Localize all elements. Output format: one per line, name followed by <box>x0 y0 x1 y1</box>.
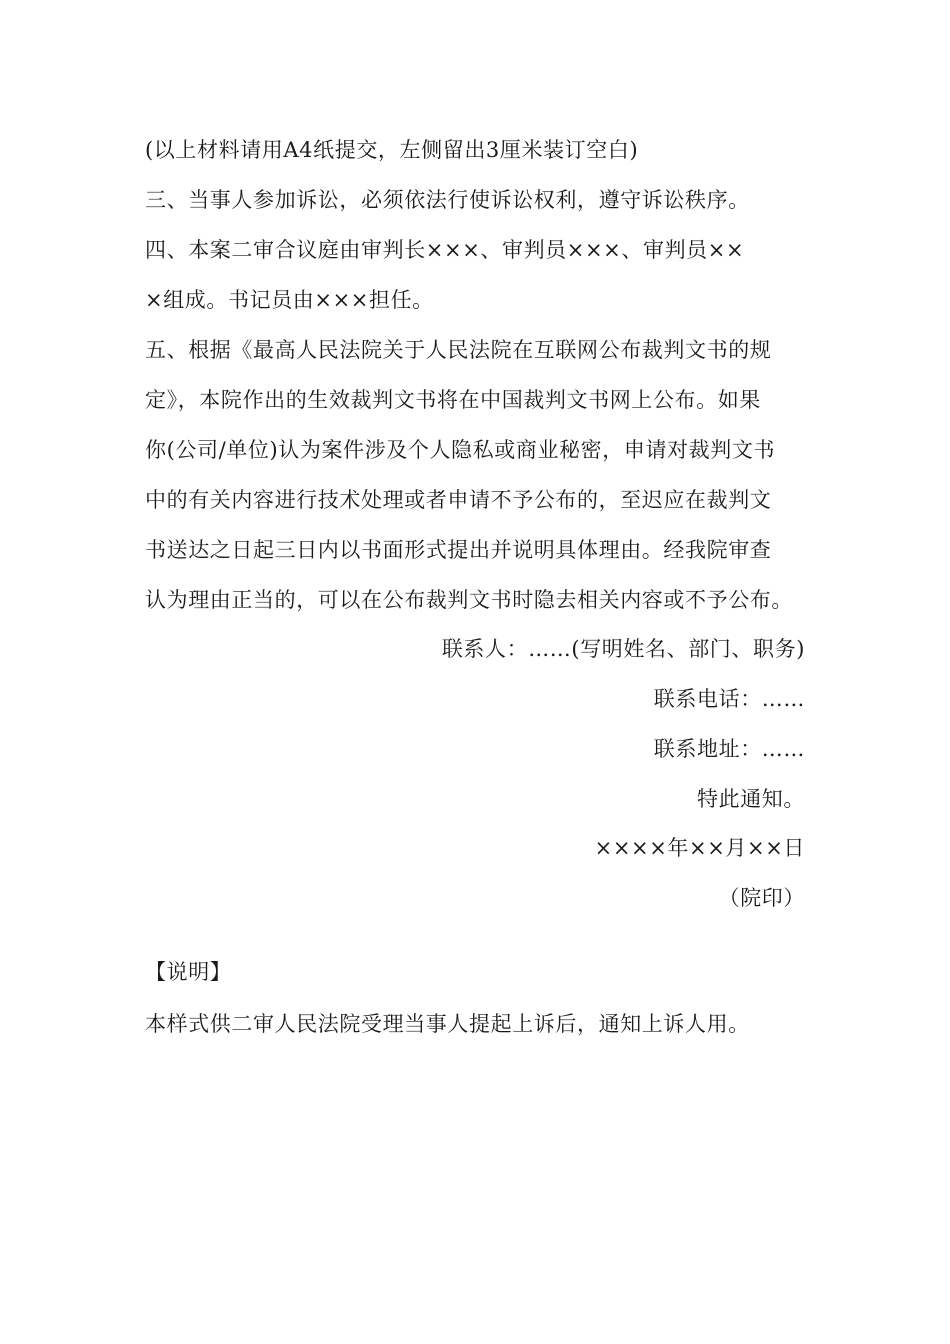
note-text: 本样式供二审人民法院受理当事人提起上诉后，通知上诉人用。 <box>145 1012 750 1036</box>
body-line-item-five-cont-3: 中的有关内容进行技术处理或者申请不予公布的，至迟应在裁判文 <box>145 488 772 512</box>
note-heading: 【说明】 <box>145 960 232 984</box>
body-line-item-five-cont-5: 认为理由正当的，可以在公布裁判文书时隐去相关内容或不予公布。 <box>145 588 793 612</box>
body-line-item-three: 三、当事人参加诉讼，必须依法行使诉讼权利，遵守诉讼秩序。 <box>145 188 750 212</box>
contact-address: 联系地址：…… <box>653 737 805 761</box>
body-line-item-five-cont-4: 书送达之日起三日内以书面形式提出并说明具体理由。经我院审查 <box>145 538 772 562</box>
body-line-item-four: 四、本案二审合议庭由审判长×××、审判员×××、审判员×× <box>145 238 745 262</box>
court-seal-label: （院印） <box>718 886 805 910</box>
contact-phone: 联系电话：…… <box>653 687 805 711</box>
notice-closing: 特此通知。 <box>697 787 805 811</box>
body-line-item-five-cont-2: 你(公司/单位)认为案件涉及个人隐私或商业秘密，申请对裁判文书 <box>145 438 776 462</box>
contact-person: 联系人：……(写明姓名、部门、职务) <box>441 637 805 661</box>
body-line-item-five-cont-1: 定》，本院作出的生效裁判文书将在中国裁判文书网上公布。如果 <box>145 388 761 412</box>
body-line-item-five: 五、根据《最高人民法院关于人民法院在互联网公布裁判文书的规 <box>145 338 772 362</box>
body-line-materials-note: (以上材料请用A4纸提交，左侧留出3厘米装订空白) <box>145 138 639 162</box>
body-line-item-four-cont: ×组成。书记员由×××担任。 <box>145 288 434 312</box>
document-date: ××××年××月××日 <box>594 836 805 860</box>
